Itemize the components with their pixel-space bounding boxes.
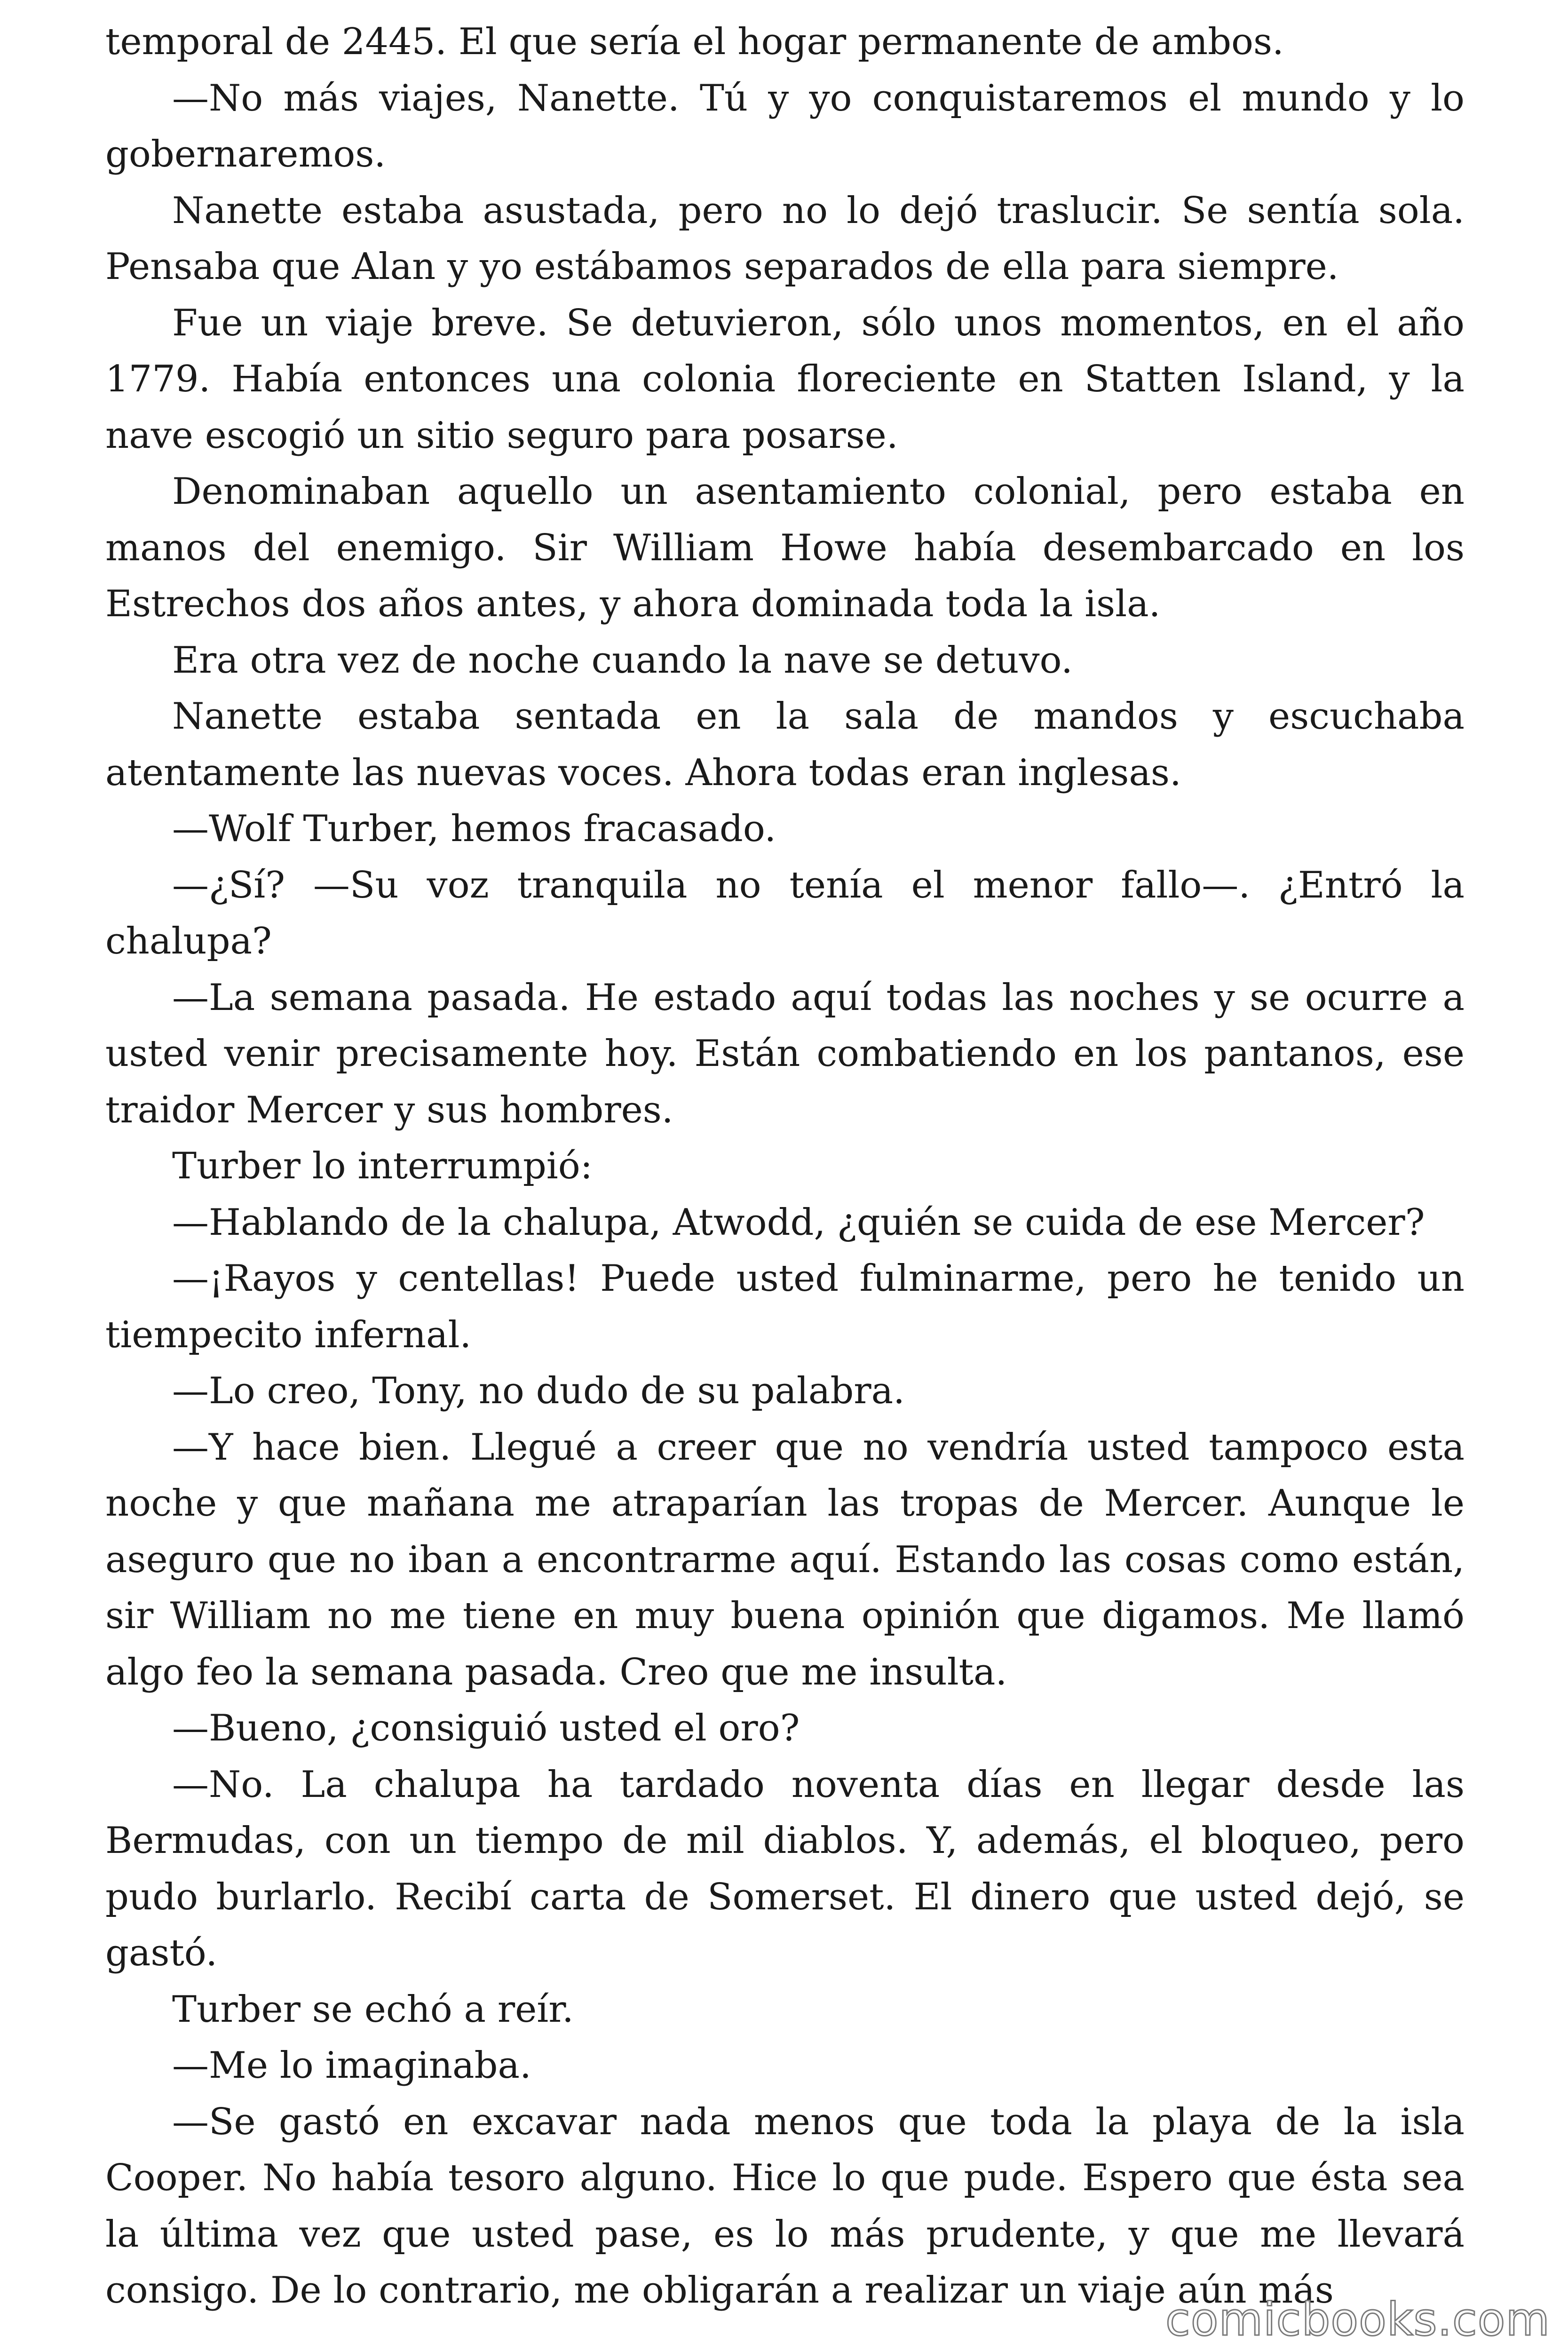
paragraph: —Hablando de la chalupa, Atwodd, ¿quién se cuida de ese Mercer? (172, 1201, 1425, 1244)
paragraph: —Bueno, ¿consiguió usted el oro? (172, 1707, 800, 1749)
paragraph: —Se gastó en excavar nada menos que toda la playa de la isla Cooper. No había tesoro alguno. Hice lo que pude. Espero que ésta sea la última vez que usted pase, es lo más prudente, y que me llevará consigo. De lo contrario, me obligarán a realizar un viaje aún más (105, 2100, 1465, 2312)
paragraph: Nanette estaba sentada en la sala de mandos y escuchaba atentamente las nuevas voces. Ahora todas eran inglesas. (105, 695, 1465, 794)
paragraph: Fue un viaje breve. Se detuvieron, sólo unos momentos, en el año 1779. Había entonces una colonia floreciente en Statten Island, y la nave escogió un sitio seguro para posarse. (105, 302, 1465, 457)
paragraph: —Y hace bien. Llegué a creer que no vendría usted tampoco esta noche y que mañana me atraparían las tropas de Mercer. Aunque le aseguro que no iban a encontrarme aquí. Estando las cosas como están, sir William no me tiene en muy buena opinión que digamos. Me llamó algo feo la semana pasada. Creo que me insulta. (105, 1426, 1465, 1693)
paragraph: Denominaban aquello un asentamiento colonial, pero estaba en manos del enemigo. Sir William Howe había desembarcado en los Estrechos dos años antes, y ahora dominada toda la isla. (105, 470, 1465, 625)
paragraph: —Me lo imaginaba. (172, 2044, 531, 2087)
paragraph: —¡Rayos y centellas! Puede usted fulminarme, pero he tenido un tiempecito infernal. (105, 1257, 1465, 1356)
paragraph: —¿Sí? —Su voz tranquila no tenía el menor fallo—. ¿Entró la chalupa? (105, 864, 1465, 962)
paragraph: Turber lo interrumpió: (172, 1145, 593, 1187)
paragraph: —No más viajes, Nanette. Tú y yo conquistaremos el mundo y lo gobernaremos. (105, 77, 1465, 175)
page-text-body (105, 14, 1465, 2319)
paragraph: Era otra vez de noche cuando la nave se detuvo. (172, 639, 1073, 682)
paragraph: temporal de 2445. El que sería el hogar permanente de ambos. (105, 21, 1284, 63)
paragraph: Nanette estaba asustada, pero no lo dejó traslucir. Se sentía sola. Pensaba que Alan y yo estábamos separados de ella para siempre. (105, 189, 1465, 288)
paragraph: Turber se echó a reír. (172, 1988, 574, 2031)
paragraph: —Wolf Turber, hemos fracasado. (172, 808, 776, 850)
book-page (105, 14, 1465, 2338)
paragraph: —Lo creo, Tony, no dudo de su palabra. (172, 1370, 905, 1412)
paragraph: —La semana pasada. He estado aquí todas las noches y se ocurre a usted venir precisamente hoy. Están combatiendo en los pantanos, ese traidor Mercer y sus hombres. (105, 976, 1465, 1131)
watermark: comicbooks.com (1165, 2293, 1550, 2346)
paragraph: —No. La chalupa ha tardado noventa días en llegar desde las Bermudas, con un tiempo de mil diablos. Y, además, el bloqueo, pero pudo burlarlo. Recibí carta de Somerset. El dinero que usted dejó, se gastó. (105, 1763, 1465, 1974)
